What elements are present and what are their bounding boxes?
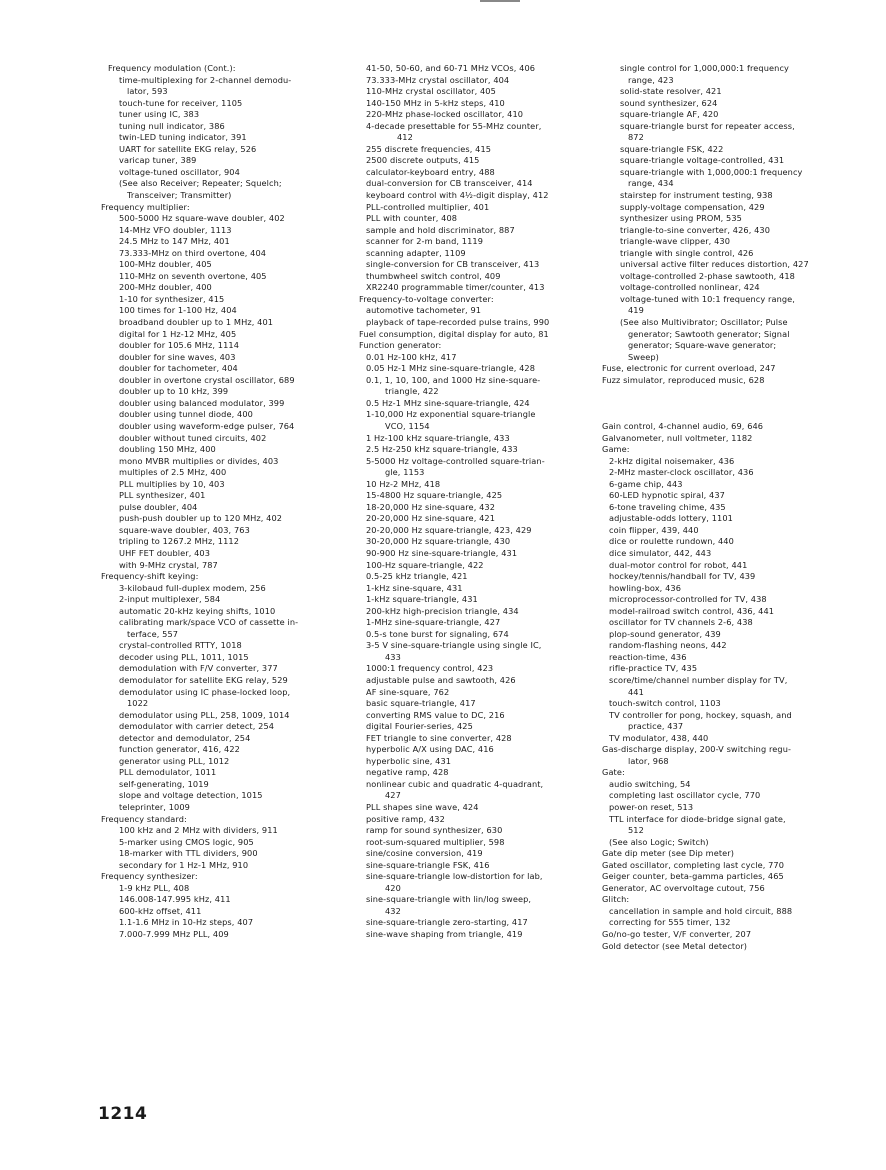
index-entry: 41-50, 50-60, and 60-71 MHz VCOs, 406 (366, 63, 536, 73)
index-entry: demodulation with F/V converter, 377 (119, 663, 278, 674)
index-entry: TV controller for pong, hockey, squash, and (609, 709, 792, 720)
index-entry: 420 (385, 882, 401, 893)
index-entry: solid-state resolver, 421 (620, 86, 722, 97)
index-entry: square-triangle voltage-controlled, 431 (620, 155, 785, 166)
index-entry: demodulator for satellite EKG relay, 529 (119, 674, 288, 685)
index-entry: 427 (385, 790, 401, 801)
index-heading: Frequency synthesizer: (101, 871, 198, 882)
spacer (602, 386, 842, 398)
index-entry: range, 423 (628, 74, 674, 85)
index-entry: scanning adapter, 1109 (366, 247, 466, 258)
index-entry: keyboard control with 4½-digit display, 412 (366, 190, 549, 201)
index-entry: basic square-triangle, 417 (366, 698, 476, 709)
index-entry: AF sine-square, 762 (366, 686, 450, 697)
index-entry: single control for 1,000,000:1 frequency (620, 63, 789, 73)
index-entry: lator, 593 (127, 86, 168, 97)
index-entry: 7.000-7.999 MHz PLL, 409 (119, 929, 229, 940)
index-heading: Fuel consumption, digital display for auto, 81 (359, 328, 549, 339)
index-entry: Transceiver; Transmitter) (127, 190, 232, 201)
index-entry: lator, 968 (628, 755, 669, 766)
index-entry: 2.5 Hz-250 kHz square-triangle, 433 (366, 444, 518, 455)
index-entry: cancellation in sample and hold circuit, 888 (609, 905, 793, 916)
index-entry: slope and voltage detection, 1015 (119, 790, 263, 801)
index-entry: 0.5-s tone burst for signaling, 674 (366, 628, 509, 639)
index-entry: thumbwheel switch control, 409 (366, 270, 501, 281)
index-entry: plop-sound generator, 439 (609, 628, 721, 639)
index-heading: Fuzz simulator, reproduced music, 628 (602, 374, 765, 385)
index-entry: 1-9 kHz PLL, 408 (119, 882, 190, 893)
index-entry: Sweep) (628, 351, 659, 362)
index-entry: 18-marker with TTL dividers, 900 (119, 848, 258, 859)
index-entry: microprocessor-controlled for TV, 438 (609, 594, 767, 605)
index-entry: push-push doubler up to 120 MHz, 402 (119, 513, 283, 524)
index-entry: 60-LED hypnotic spiral, 437 (609, 490, 725, 501)
index-entry: sine-wave shaping from triangle, 419 (366, 929, 523, 940)
index-entry: square-triangle AF, 420 (620, 109, 719, 120)
index-entry: 1-10,000 Hz exponential square-triangle (366, 409, 536, 420)
index-entry: model-railroad switch control, 436, 441 (609, 605, 775, 616)
index-entry: 3-kilobaud full-duplex modem, 256 (119, 582, 266, 593)
spacer (602, 409, 842, 421)
index-entry: 255 discrete frequencies, 415 (366, 143, 492, 154)
index-entry: crystal-controlled RTTY, 1018 (119, 640, 242, 651)
index-entry: (See also Multivibrator; Oscillator; Pulse (620, 317, 788, 328)
index-entry: 15-4800 Hz square-triangle, 425 (366, 490, 503, 501)
index-entry: FET triangle to sine converter, 428 (366, 732, 512, 743)
index-entry: tripling to 1267.2 MHz, 1112 (119, 536, 240, 547)
index-heading: Galvanometer, null voltmeter, 1182 (602, 432, 753, 443)
index-entry: 110-MHz crystal oscillator, 405 (366, 86, 496, 97)
index-entry: sine-square-triangle with lin/log sweep, (366, 894, 532, 905)
index-entry: negative ramp, 428 (366, 767, 449, 778)
index-entry: synthesizer using PROM, 535 (620, 213, 742, 224)
index-entry: dual-conversion for CB transceiver, 414 (366, 178, 533, 189)
index-entry: dice simulator, 442, 443 (609, 547, 712, 558)
index-entry: 73.333-MHz crystal oscillator, 404 (366, 74, 510, 85)
index-entry: 1000:1 frequency control, 423 (366, 663, 494, 674)
index-heading: Glitch: (602, 894, 630, 905)
index-entry: oscillator for TV channels 2-6, 438 (609, 617, 753, 628)
index-entry: adjustable-odds lottery, 1101 (609, 513, 733, 524)
index-entry: XR2240 programmable timer/counter, 413 (366, 282, 545, 293)
index-heading: Gain control, 4-channel audio, 69, 646 (602, 420, 764, 431)
index-heading: Go/no-go tester, V/F converter, 207 (602, 929, 752, 940)
index-entry: sine-square-triangle low-distortion for lab, (366, 871, 543, 882)
index-entry: 110-MHz on seventh overtone, 405 (119, 270, 267, 281)
index-entry: coin flipper, 439, 440 (609, 524, 699, 535)
index-entry: rifle-practice TV, 435 (609, 663, 698, 674)
index-column-3 (602, 63, 842, 952)
index-heading: Gas-discharge display, 200-V switching regu- (602, 744, 792, 755)
index-entry: converting RMS value to DC, 216 (366, 709, 505, 720)
index-entry: detector and demodulator, 254 (119, 732, 251, 743)
index-entry: voltage-controlled 2-phase sawtooth, 418 (620, 270, 795, 281)
index-heading: Game: (602, 444, 630, 455)
index-entry: supply-voltage compensation, 429 (620, 201, 765, 212)
index-entry: PLL shapes sine wave, 424 (366, 802, 479, 812)
index-entry: UHF FET doubler, 403 (119, 547, 211, 558)
index-entry: doubling 150 MHz, 400 (119, 444, 216, 455)
index-entry: pulse doubler, 404 (119, 501, 198, 512)
index-entry: triangle, 422 (385, 386, 439, 397)
index-entry: dice or roulette rundown, 440 (609, 536, 734, 547)
index-entry: 5-marker using CMOS logic, 905 (119, 836, 254, 847)
top-edge-mark (480, 0, 520, 2)
index-entry: 412 (397, 132, 413, 143)
index-entry: teleprinter, 1009 (119, 802, 190, 812)
index-entry: 419 (628, 305, 644, 316)
index-entry: hyperbolic sine, 431 (366, 755, 452, 766)
index-entry: 140-150 MHz in 5-kHz steps, 410 (366, 97, 505, 108)
index-entry: digital Fourier-series, 425 (366, 721, 473, 732)
index-heading: Gated oscillator, completing last cycle, 770 (602, 859, 785, 870)
index-entry: 0.5 Hz-1 MHz sine-square-triangle, 424 (366, 397, 530, 408)
index-entry: 0.01 Hz-100 kHz, 417 (366, 351, 457, 362)
index-entry: generator; Sawtooth generator; Signal (628, 328, 790, 339)
index-entry: 14-MHz VFO doubler, 1113 (119, 224, 232, 235)
index-entry: TV modulator, 438, 440 (609, 732, 709, 743)
index-entry: (See also Logic; Switch) (609, 836, 709, 847)
index-heading: Gold detector (see Metal detector) (602, 940, 748, 951)
index-entry: decoder using PLL, 1011, 1015 (119, 651, 249, 662)
index-entry: touch-switch control, 1103 (609, 698, 721, 709)
index-entry: universal active filter reduces distortion, 427 (620, 259, 809, 270)
index-entry: 1 Hz-100 kHz square-triangle, 433 (366, 432, 510, 443)
index-entry: mono MVBR multiplies or divides, 403 (119, 455, 279, 466)
index-heading: Frequency-shift keying: (101, 571, 199, 582)
index-heading: Gate dip meter (see Dip meter) (602, 848, 735, 859)
index-entry: positive ramp, 432 (366, 813, 445, 824)
index-entry: doubler using tunnel diode, 400 (119, 409, 253, 420)
index-entry: 2-MHz master-clock oscillator, 436 (609, 467, 754, 478)
index-entry: Frequency modulation (Cont.): (108, 63, 236, 73)
index-entry: calibrating mark/space VCO of cassette in- (119, 617, 299, 628)
index-entry: 146.008-147.995 kHz, 411 (119, 894, 231, 905)
index-entry: PLL with counter, 408 (366, 213, 458, 224)
index-heading: Fuse, electronic for current overload, 247 (602, 363, 776, 374)
index-entry: hyperbolic A/X using DAC, 416 (366, 744, 494, 755)
index-entry: generator; Square-wave generator; (628, 340, 777, 351)
index-entry: UART for satellite EKG relay, 526 (119, 143, 257, 154)
index-entry: 1.1-1.6 MHz in 10-Hz steps, 407 (119, 917, 254, 928)
index-entry: square-wave doubler, 403, 763 (119, 524, 250, 535)
index-column-2 (359, 63, 591, 941)
index-heading: Frequency multiplier: (101, 201, 190, 212)
index-entry: doubler for sine waves, 403 (119, 351, 236, 362)
index-entry: stairstep for instrument testing, 938 (620, 190, 773, 201)
index-entry: doubler using balanced modulator, 399 (119, 397, 285, 408)
index-entry: varicap tuner, 389 (119, 155, 197, 166)
index-entry: time-multiplexing for 2-channel demodu- (119, 74, 292, 85)
index-entry: generator using PLL, 1012 (119, 755, 230, 766)
index-entry: with 9-MHz crystal, 787 (119, 559, 218, 570)
index-entry: voltage-controlled nonlinear, 424 (620, 282, 760, 293)
index-entry: 100-Hz square-triangle, 422 (366, 559, 484, 570)
index-entry: scanner for 2-m band, 1119 (366, 236, 484, 247)
index-entry: broadband doubler up to 1 MHz, 401 (119, 317, 274, 328)
index-entry: completing last oscillator cycle, 770 (609, 790, 761, 801)
index-entry: doubler up to 10 kHz, 399 (119, 386, 229, 397)
spacer (602, 398, 842, 410)
index-entry: score/time/channel number display for TV, (609, 674, 788, 685)
index-entry: 1-kHz square-triangle, 431 (366, 594, 478, 605)
index-entry: PLL multiplies by 10, 403 (119, 478, 225, 489)
index-entry: gle, 1153 (385, 467, 425, 478)
index-entry: triangle-wave clipper, 430 (620, 236, 731, 247)
index-heading: Generator, AC overvoltage cutout, 756 (602, 882, 765, 893)
index-entry: 0.1, 1, 10, 100, and 1000 Hz sine-square- (366, 374, 541, 385)
index-entry: 1022 (127, 698, 149, 709)
index-entry: twin-LED tuning indicator, 391 (119, 132, 247, 143)
index-entry: single-conversion for CB transceiver, 413 (366, 259, 540, 270)
index-entry: 10 Hz-2 MHz, 418 (366, 478, 441, 489)
index-entry: reaction-time, 436 (609, 651, 687, 662)
index-entry: 3-5 V sine-square-triangle using single IC, (366, 640, 542, 651)
index-entry: doubler for tachometer, 404 (119, 363, 238, 374)
index-entry: sine/cosine conversion, 419 (366, 848, 483, 859)
index-entry: power-on reset, 513 (609, 802, 694, 812)
index-entry: doubler using waveform-edge pulser, 764 (119, 420, 295, 431)
index-heading: Geiger counter, beta-gamma particles, 465 (602, 871, 784, 882)
index-entry: 1-kHz sine-square, 431 (366, 582, 463, 593)
index-entry: doubler without tuned circuits, 402 (119, 432, 267, 443)
index-entry: 20-20,000 Hz sine-square, 421 (366, 513, 496, 524)
index-entry: square-triangle burst for repeater access, (620, 120, 795, 131)
index-entry: 2-kHz digital noisemaker, 436 (609, 455, 735, 466)
index-entry: 100-MHz doubler, 405 (119, 259, 212, 270)
index-entry: 433 (385, 651, 401, 662)
index-entry: demodulator using PLL, 258, 1009, 1014 (119, 709, 290, 720)
index-entry: 220-MHz phase-locked oscillator, 410 (366, 109, 524, 120)
index-entry: practice, 437 (628, 721, 684, 732)
index-entry: doubler for 105.6 MHz, 1114 (119, 340, 240, 351)
index-entry: 1-MHz sine-square-triangle, 427 (366, 617, 501, 628)
index-entry: sine-square-triangle FSK, 416 (366, 859, 490, 870)
index-entry: secondary for 1 Hz-1 MHz, 910 (119, 859, 249, 870)
index-entry: terface, 557 (127, 628, 179, 639)
index-entry: 6-tone traveling chime, 435 (609, 501, 726, 512)
index-entry: (See also Receiver; Repeater; Squelch; (119, 178, 282, 189)
index-entry: self-generating, 1019 (119, 778, 209, 789)
index-entry: 24.5 MHz to 147 MHz, 401 (119, 236, 230, 247)
index-entry: 441 (628, 686, 644, 697)
index-entry: triangle-to-sine converter, 426, 430 (620, 224, 771, 235)
index-entry: VCO, 1154 (385, 420, 430, 431)
index-entry: 512 (628, 825, 644, 836)
index-entry: nonlinear cubic and quadratic 4-quadrant, (366, 778, 544, 789)
index-entry: 200-MHz doubler, 400 (119, 282, 212, 293)
index-entry: PLL synthesizer, 401 (119, 490, 206, 501)
index-entry: dual-motor control for robot, 441 (609, 559, 748, 570)
index-entry: 200-kHz high-precision triangle, 434 (366, 605, 519, 616)
index-entry: 500-5000 Hz square-wave doubler, 402 (119, 213, 285, 224)
index-entry: demodulator using IC phase-locked loop, (119, 686, 291, 697)
index-entry: 18-20,000 Hz sine-square, 432 (366, 501, 496, 512)
index-entry: digital for 1 Hz-12 MHz, 405 (119, 328, 237, 339)
index-entry: 6-game chip, 443 (609, 478, 683, 489)
index-entry: 0.5-25 kHz triangle, 421 (366, 571, 468, 582)
index-entry: automatic 20-kHz keying shifts, 1010 (119, 605, 276, 616)
index-entry: ramp for sound synthesizer, 630 (366, 825, 503, 836)
index-entry: sound synthesizer, 624 (620, 97, 718, 108)
index-entry: PLL demodulator, 1011 (119, 767, 217, 778)
index-entry: tuning null indicator, 386 (119, 120, 225, 131)
index-heading: Function generator: (359, 340, 442, 351)
index-entry: sine-square-triangle zero-starting, 417 (366, 917, 528, 928)
index-entry: 100 kHz and 2 MHz with dividers, 911 (119, 825, 278, 836)
index-entry: 20-20,000 Hz square-triangle, 423, 429 (366, 524, 532, 535)
index-entry: range, 434 (628, 178, 674, 189)
index-entry: demodulator with carrier detect, 254 (119, 721, 275, 732)
index-entry: calculator-keyboard entry, 488 (366, 166, 495, 177)
index-entry: function generator, 416, 422 (119, 744, 240, 755)
index-entry: root-sum-squared multiplier, 598 (366, 836, 505, 847)
index-entry: tuner using IC, 383 (119, 109, 200, 120)
index-entry: touch-tune for receiver, 1105 (119, 97, 243, 108)
index-entry: voltage-tuned oscillator, 904 (119, 166, 240, 177)
index-entry: 2500 discrete outputs, 415 (366, 155, 480, 166)
index-entry: multiples of 2.5 MHz, 400 (119, 467, 227, 478)
index-entry: TTL interface for diode-bridge signal gate, (609, 813, 786, 824)
index-entry: random-flashing neons, 442 (609, 640, 727, 651)
page-number: 1214 (98, 1104, 148, 1124)
index-entry: 100 times for 1-100 Hz, 404 (119, 305, 237, 316)
index-entry: PLL-controlled multiplier, 401 (366, 201, 490, 212)
index-entry: sample and hold discriminator, 887 (366, 224, 515, 235)
index-entry: adjustable pulse and sawtooth, 426 (366, 674, 516, 685)
index-entry: 73.333-MHz on third overtone, 404 (119, 247, 267, 258)
index-heading: Gate: (602, 767, 625, 778)
index-entry: voltage-tuned with 10:1 frequency range, (620, 293, 796, 304)
index-column-1 (101, 63, 336, 941)
index-entry: 1-10 for synthesizer, 415 (119, 293, 225, 304)
index-heading: Frequency-to-voltage converter: (359, 293, 494, 304)
index-entry: square-triangle FSK, 422 (620, 143, 724, 154)
index-entry: playback of tape-recorded pulse trains, 990 (366, 317, 550, 328)
index-entry: square-triangle with 1,000,000:1 frequency (620, 166, 803, 177)
index-entry: audio switching, 54 (609, 778, 691, 789)
index-entry: 4-decade presettable for 55-MHz counter, (366, 120, 542, 131)
index-entry: 872 (628, 132, 644, 143)
index-entry: doubler in overtone crystal oscillator, 689 (119, 374, 295, 385)
index-entry: 2-input multiplexer, 584 (119, 594, 221, 605)
index-entry: howling-box, 436 (609, 582, 682, 593)
index-entry: 90-900 Hz sine-square-triangle, 431 (366, 547, 518, 558)
index-entry: 5-5000 Hz voltage-controlled square-trian- (366, 455, 545, 466)
index-entry: 600-kHz offset, 411 (119, 905, 202, 916)
index-entry: 432 (385, 905, 401, 916)
index-entry: triangle with single control, 426 (620, 247, 754, 258)
index-entry: correcting for 555 timer, 132 (609, 917, 731, 928)
index-entry: 0.05 Hz-1 MHz sine-square-triangle, 428 (366, 363, 536, 374)
index-entry: automotive tachometer, 91 (366, 305, 482, 316)
index-entry: 30-20,000 Hz square-triangle, 430 (366, 536, 511, 547)
index-entry: hockey/tennis/handball for TV, 439 (609, 571, 756, 582)
index-heading: Frequency standard: (101, 813, 187, 824)
